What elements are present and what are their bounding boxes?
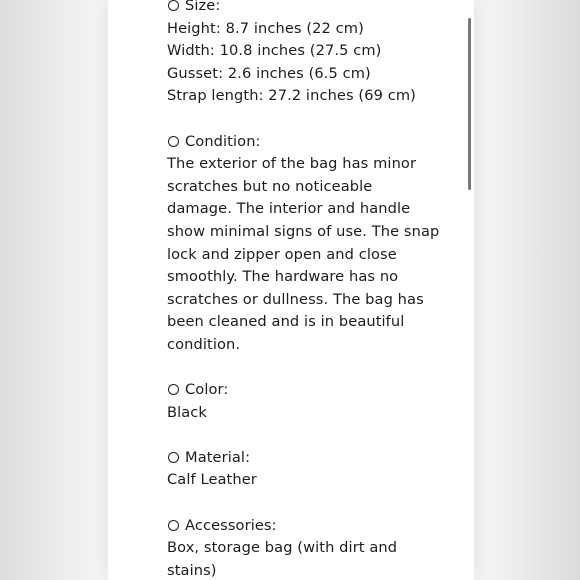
condition-line: scratches or dullness. The bag has	[167, 290, 424, 308]
accessories-heading-text: Accessories:	[185, 516, 277, 534]
description-panel	[108, 0, 474, 580]
description-content	[167, 0, 440, 580]
condition-line: damage. The interior and handle	[167, 200, 411, 218]
section-accessories	[167, 515, 417, 580]
circle-icon	[168, 452, 179, 463]
condition-line: smoothly. The hardware has no	[167, 268, 399, 286]
circle-icon	[168, 384, 179, 395]
condition-line: lock and zipper open and close	[167, 245, 397, 263]
accessories-line: Box, storage bag (with dirt and	[167, 539, 398, 557]
section-size	[167, 0, 417, 108]
circle-icon	[168, 0, 179, 11]
section-material	[167, 447, 417, 492]
condition-line: scratches but no noticeable	[167, 177, 373, 195]
size-strap-length: Strap length: 27.2 inches (69 cm)	[167, 87, 416, 105]
condition-heading-text: Condition:	[185, 132, 261, 150]
material-value: Calf Leather	[167, 471, 257, 489]
section-condition	[167, 131, 440, 357]
color-heading-text: Color:	[185, 381, 229, 399]
condition-line: The exterior of the bag has minor	[167, 155, 417, 173]
section-heading-size	[167, 0, 417, 18]
size-heading-text: Size:	[185, 0, 221, 14]
size-height: Height: 8.7 inches (22 cm)	[167, 19, 364, 37]
accessories-line: stains)	[167, 561, 217, 579]
section-color	[167, 379, 417, 424]
color-value: Black	[167, 403, 207, 421]
section-heading-condition	[167, 131, 417, 154]
section-heading-color	[167, 379, 417, 402]
material-heading-text: Material:	[185, 448, 251, 466]
vertical-scrollbar[interactable]	[468, 18, 471, 190]
section-heading-material	[167, 447, 417, 470]
circle-icon	[168, 136, 179, 147]
circle-icon	[168, 520, 179, 531]
condition-line: show minimal signs of use. The snap	[167, 222, 440, 240]
section-heading-accessories	[167, 515, 417, 538]
condition-line: been cleaned and is in beautiful	[167, 313, 405, 331]
condition-line: condition.	[167, 335, 241, 353]
size-gusset: Gusset: 2.6 inches (6.5 cm)	[167, 64, 371, 82]
size-width: Width: 10.8 inches (27.5 cm)	[167, 42, 382, 60]
